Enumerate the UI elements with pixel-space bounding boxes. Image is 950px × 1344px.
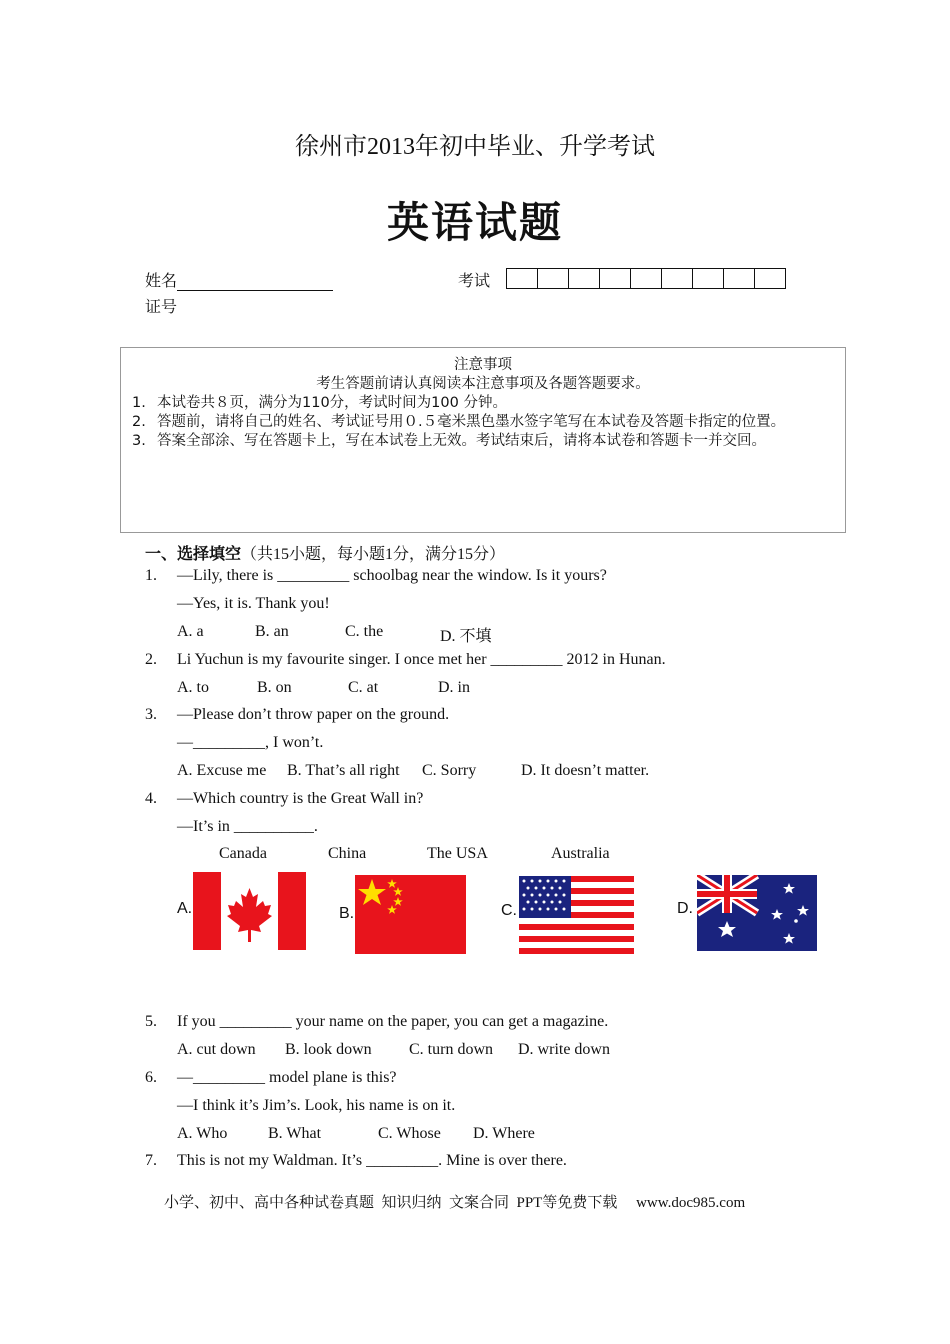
china-flag-icon [355, 875, 466, 954]
id-box [538, 269, 569, 288]
flag-option-letter: B. [339, 905, 355, 922]
question-text: —_________, I won’t. [177, 734, 324, 751]
option: A. to [177, 679, 209, 696]
option: A. cut down [177, 1041, 256, 1058]
question-number: 3. [145, 706, 157, 723]
usa-flag-icon [519, 876, 634, 954]
option: D. It doesn’t matter. [521, 762, 650, 779]
id-box [631, 269, 662, 288]
question-number: 1. [145, 567, 157, 584]
option: C. Sorry [422, 762, 477, 779]
question-text: This is not my Waldman. It’s _________. Mine is over there. [177, 1152, 567, 1169]
option: B. What [268, 1125, 322, 1142]
question-number: 7. [145, 1152, 157, 1169]
option: A. Excuse me [177, 762, 267, 779]
question-number: 6. [145, 1069, 157, 1086]
notice-item [121, 394, 845, 413]
option: D. write down [518, 1041, 610, 1058]
exam-id-boxes [506, 268, 786, 289]
question-text: Li Yuchun is my favourite singer. I once met her _________ 2012 in Hunan. [177, 651, 666, 668]
notice-list [121, 394, 845, 451]
name-underline [177, 274, 333, 291]
id-box [507, 269, 538, 288]
id-box [724, 269, 755, 288]
notice-item-num: 1. [132, 395, 146, 411]
notice-item-text: 答题前，请将自己的姓名、考试证号用０.５毫米黑色墨水签字笔写在本试卷及答题卡指定的位置。 [157, 414, 786, 430]
option: B. That’s all right [287, 762, 400, 779]
australia-flag-icon [697, 875, 817, 951]
page-footer: 小学、初中、高中各种试卷真题 知识归纳 文案合同 PPT等免费下载 www.doc985.com [164, 1195, 746, 1211]
question-text: —Lily, there is _________ schoolbag near the window. Is it yours? [177, 567, 607, 584]
option: B. look down [285, 1041, 372, 1058]
id-box [755, 269, 785, 288]
notice-item [121, 432, 845, 451]
notice-item-text: 本试卷共８页，满分为110分，考试时间为100 分钟。 [157, 395, 507, 411]
option: C. at [348, 679, 379, 696]
canada-flag-icon [193, 872, 306, 950]
notice-item-num: 2. [132, 414, 146, 430]
question-number: 5. [145, 1013, 157, 1030]
question-text: —Which country is the Great Wall in? [177, 790, 424, 807]
notice-box [120, 347, 846, 533]
question-text: If you _________ your name on the paper, you can get a magazine. [177, 1013, 609, 1030]
flag-label-usa: The USA [427, 845, 488, 862]
question-text: —It’s in __________. [177, 818, 318, 835]
id-label: 证号 [145, 299, 178, 316]
flag-label-australia: Australia [551, 845, 610, 862]
flag-label-canada: Canada [219, 845, 267, 862]
option: B. on [257, 679, 292, 696]
flag-label-china: China [328, 845, 367, 862]
exam-label: 考试 [458, 273, 491, 290]
option: A. a [177, 623, 204, 640]
section-desc: （共15小题，每小题1分，满分15分） [241, 546, 506, 563]
notice-item-num: 3. [132, 433, 146, 449]
notice-intro: 考生答题前请认真阅读本注意事项及各题答题要求。 [316, 376, 650, 392]
question-number: 2. [145, 651, 157, 668]
option: D. in [438, 679, 470, 696]
name-label: 姓名 [145, 273, 178, 290]
notice-item-text: 答案全部涂、写在答题卡上，写在本试卷上无效。考试结束后，请将本试卷和答题卡一并交回。 [157, 433, 766, 449]
exam-title: 英语试题 [386, 201, 563, 247]
id-box [693, 269, 724, 288]
flag-option-letter: D. [677, 900, 693, 917]
option: C. Whose [378, 1125, 441, 1142]
section-title: 一、选择填空 [145, 544, 242, 563]
option: B. an [255, 623, 289, 640]
section-heading [145, 541, 505, 564]
option: C. the [345, 623, 384, 640]
question-text: —Please don’t throw paper on the ground. [177, 706, 450, 723]
question-text: —I think it’s Jim’s. Look, his name is on it. [177, 1097, 456, 1114]
name-field [145, 268, 333, 291]
option: D. Where [473, 1125, 535, 1142]
flag-option-letter: A. [177, 900, 193, 917]
question-number: 4. [145, 790, 157, 807]
notice-item [121, 413, 845, 432]
notice-heading: 注意事项 [454, 357, 512, 373]
option: C. turn down [409, 1041, 493, 1058]
question-text: —_________ model plane is this? [177, 1069, 397, 1086]
id-box [662, 269, 693, 288]
flag-option-letter: C. [501, 902, 517, 919]
option: D. 不填 [440, 628, 492, 645]
option: A. Who [177, 1125, 228, 1142]
id-box [600, 269, 631, 288]
question-text: —Yes, it is. Thank you! [177, 595, 330, 612]
exam-subtitle: 徐州市2013年初中毕业、升学考试 [295, 134, 655, 160]
id-box [569, 269, 600, 288]
